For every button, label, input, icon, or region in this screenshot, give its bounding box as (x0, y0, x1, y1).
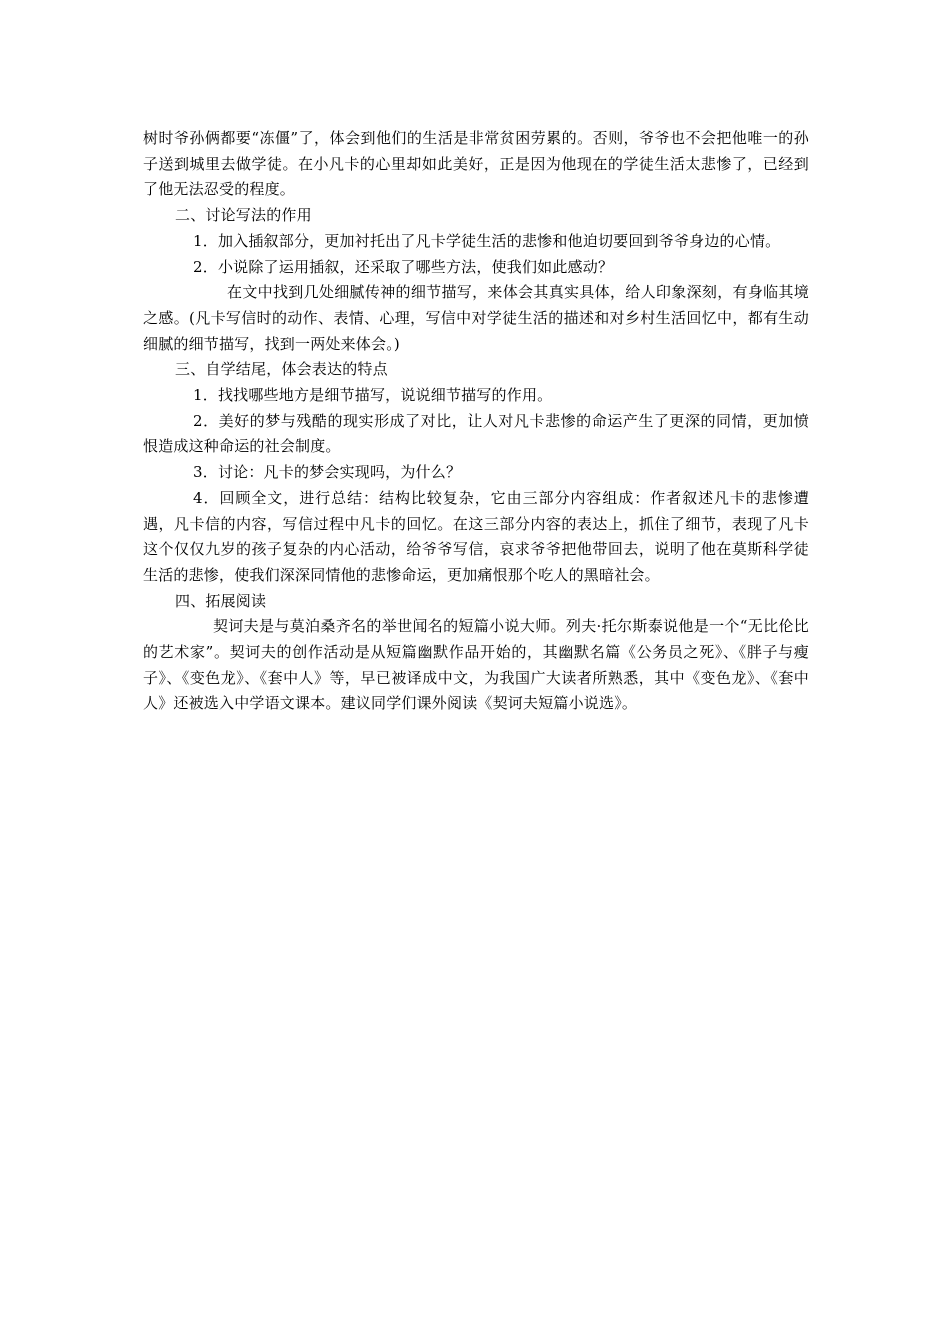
list-item-discussion: 3．讨论：凡卡的梦会实现吗，为什么？ (193, 463, 462, 482)
list-item-contrast: 2．美好的梦与残酷的现实形成了对比，让人对凡卡悲惨的命运产生了更深的同情，更加愤恨造成这种命运的社会制度。 (143, 411, 809, 456)
section-heading-writing-methods: 二、讨论写法的作用 (175, 206, 312, 225)
paragraph-chekhov: 契诃夫是与莫泊桑齐名的举世闻名的短篇小说大师。列夫·托尔斯泰说他是一个“无比伦比的艺术家”。契诃夫的创作活动是从短篇幽默作品开始的，其幽默名篇《公务员之死》、《胖子与瘦子》、《变色龙》、《套中人》等，早已被译成中文，为我国广大读者所熟悉，其中《变色龙》、《套中人》还被选入中学语文课本。建议同学们课外阅读《契诃夫短篇小说选》。 (143, 617, 809, 713)
paragraph-detail-description: 在文中找到几处细腻传神的细节描写，来体会其真实具体，给人印象深刻，有身临其境之感。(凡卡写信时的动作、表情、心理，写信中对学徒生活的描述和对乡村生活回忆中，都有生动细腻的细节描写，找到一两处来体会。) (143, 283, 809, 353)
list-item-flashback: 1．加入插叙部分，更加衬托出了凡卡学徒生活的悲惨和他迫切要回到爷爷身边的心情。 (193, 231, 781, 250)
list-item-summary: 4．回顾全文，进行总结：结构比较复杂，它由三部分内容组成：作者叙述凡卡的悲惨遭遇，凡卡信的内容，写信过程中凡卡的回忆。在这三部分内容的表达上，抓住了细节，表现了凡卡这个仅仅九岁的孩子复杂的内心活动，给爷爷写信，哀求爷爷把他带回去，说明了他在莫斯科学徒生活的悲惨，使我们深深同情他的悲惨命运，更加痛恨那个吃人的黑暗社会。 (143, 488, 809, 584)
section-heading-extended-reading: 四、拓展阅读 (175, 591, 267, 610)
list-item-other-methods: 2．小说除了运用插叙，还采取了哪些方法，使我们如此感动？ (193, 257, 614, 276)
paragraph-continuation: 树时爷孙俩都要“冻僵”了，体会到他们的生活是非常贫困劳累的。否则，爷爷也不会把他唯一的孙子送到城里去做学徒。在小凡卡的心里却如此美好，正是因为他现在的学徒生活太悲惨了，已经到了他无法忍受的程度。 (143, 129, 809, 199)
document-body (143, 126, 809, 717)
list-item-find-details: 1．找找哪些地方是细节描写，说说细节描写的作用。 (193, 386, 553, 405)
section-heading-ending: 三、自学结尾，体会表达的特点 (175, 360, 388, 379)
